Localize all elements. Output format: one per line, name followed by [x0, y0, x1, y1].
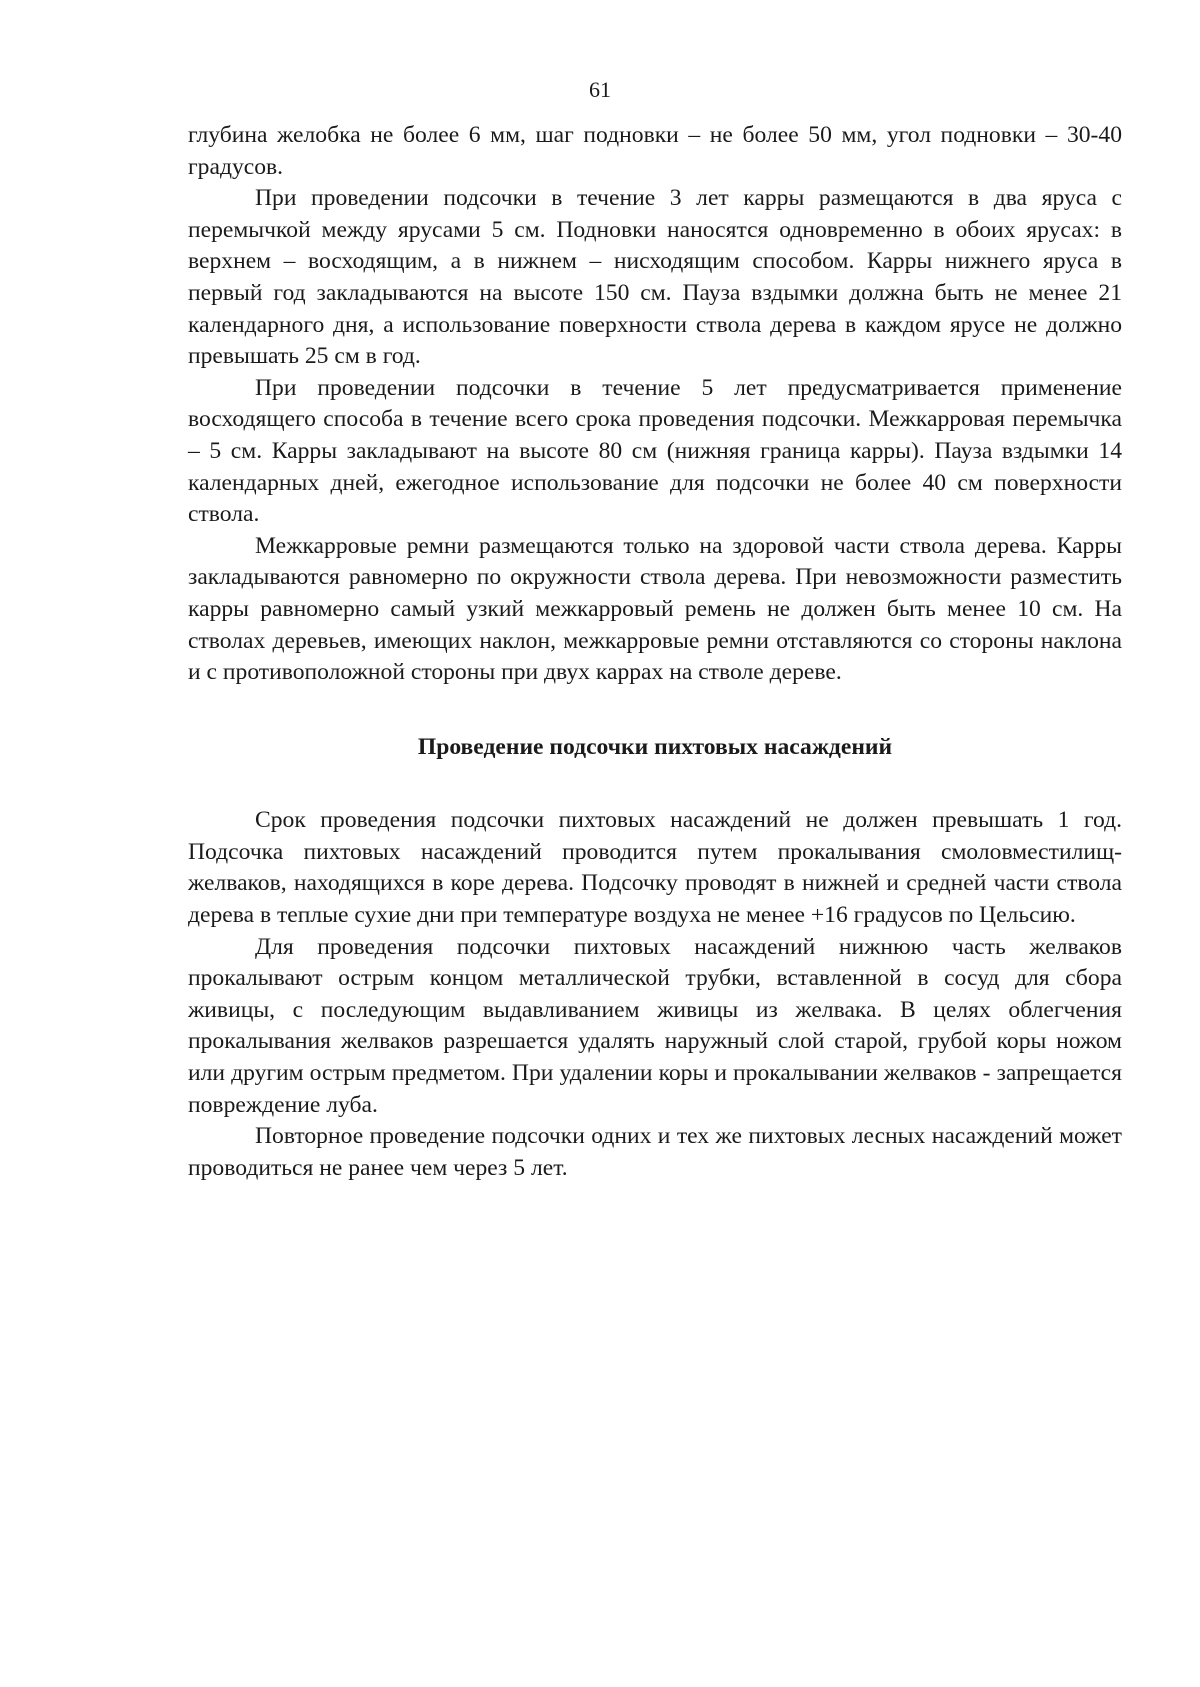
- paragraph-3-year-tapping: При проведении подсочки в течение 3 лет карры размещаются в два яруса с перемычкой между ярусами 5 см. Подновки наносятся одновременно в обоих ярусах: в верхнем – восходящим, а в нижнем – нисходящим способом. Карры нижнего яруса в первый год закладываются на высоте 150 см. Пауза вздымки должна быть не менее 21 календарного дня, а использование поверхности ствола дерева в каждом ярусе не должно превышать 25 см в год.: [188, 185, 1122, 370]
- section-heading: Проведение подсочки пихтовых насаждений: [417, 733, 893, 760]
- page-number: 61: [589, 77, 611, 102]
- page-body: [188, 120, 1122, 1184]
- paragraph-inter-face-strips: Межкарровые ремни размещаются только на здоровой части ствола дерева. Карры закладываются равномерно по окружности ствола дерева. При невозможности разместить карры равномерно самый узкий межкарровый ремень не должен быть менее 10 см. На стволах деревьев, имеющих наклон, межкарровые ремни отставляются со стороны наклона и с противоположной стороны при двух каррах на стволе дереве.: [188, 532, 1122, 686]
- paragraph-repeat-tapping: Повторное проведение подсочки одних и тех же пихтовых лесных насаждений может проводиться не ранее чем через 5 лет.: [188, 1123, 1122, 1181]
- paragraph-5-year-tapping: При проведении подсочки в течение 5 лет предусматривается применение восходящего способа в течение всего срока проведения подсочки. Межкарровая перемычка – 5 см. Карры закладывают на высоте 80 см (нижняя граница карры). Пауза вздымки 14 календарных дней, ежегодное использование для подсочки не более 40 см поверхности ствола.: [188, 374, 1122, 528]
- paragraph-continuation: глубина желобка не более 6 мм, шаг подновки – не более 50 мм, угол подновки – 30-40 градусов.: [188, 122, 1122, 180]
- paragraph-fir-tapping-method: Для проведения подсочки пихтовых насаждений нижнюю часть желваков прокалывают острым концом металлической трубки, вставленной в сосуд для сбора живицы, с последующим выдавливанием живицы из желвака. В целях облегчения прокалывания желваков разрешается удалять наружный слой старой, грубой коры ножом или другим острым предметом. При удалении коры и прокалывании желваков - запрещается повреждение луба.: [188, 933, 1122, 1118]
- paragraph-fir-tapping-term: Срок проведения подсочки пихтовых насаждений не должен превышать 1 год. Подсочка пихтовых насаждений проводится путем прокалывания смоловместилищ-желваков, находящихся в коре дерева. Подсочку проводят в нижней и средней части ствола дерева в теплые сухие дни при температуре воздуха не менее +16 градусов по Цельсию.: [188, 807, 1122, 929]
